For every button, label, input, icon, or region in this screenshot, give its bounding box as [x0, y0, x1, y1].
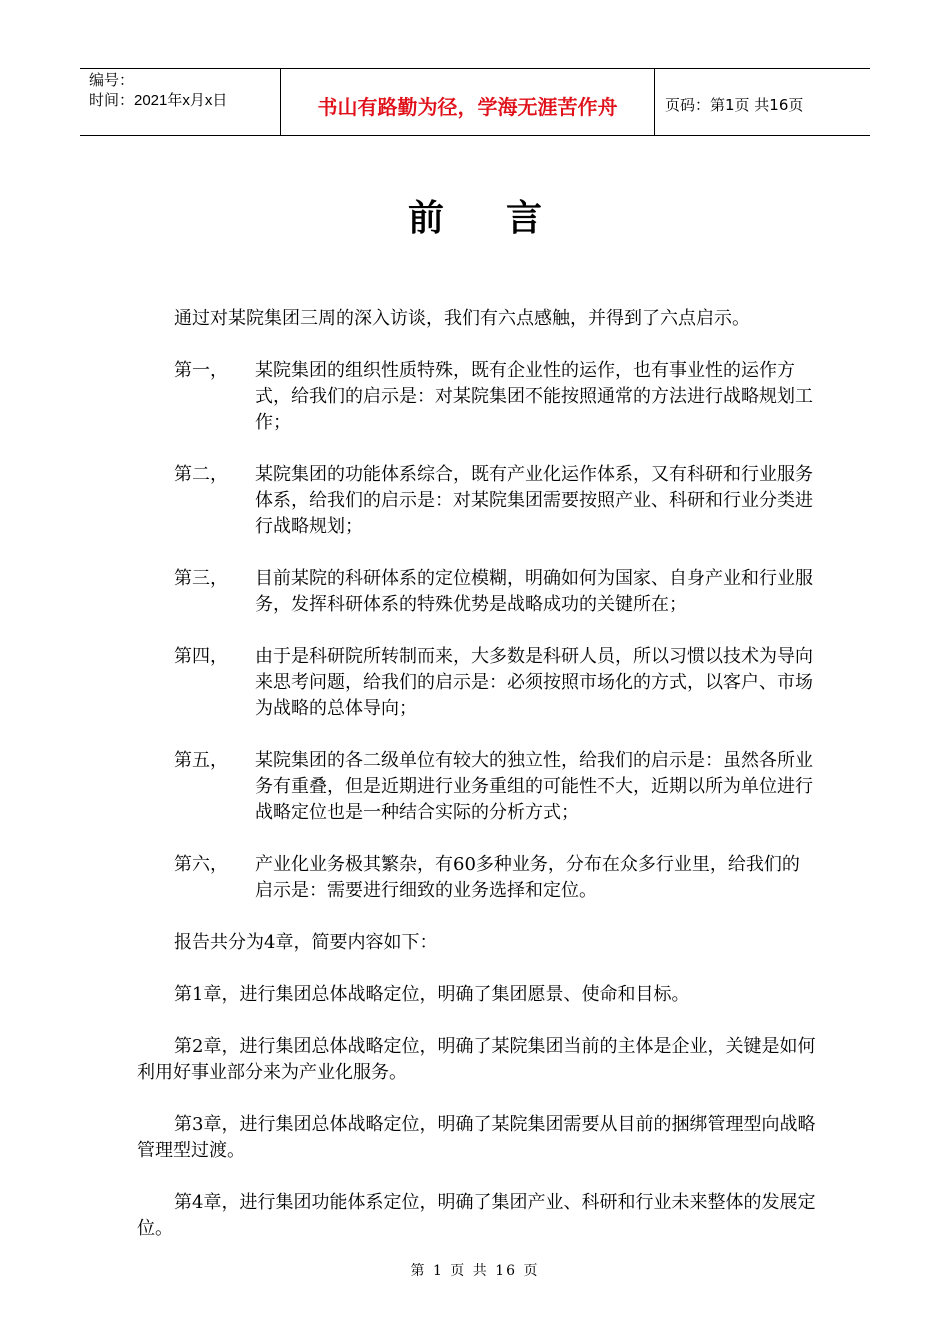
page-title: 前言	[407, 197, 604, 239]
insight-item-2	[137, 462, 817, 540]
insight-item-5	[137, 748, 817, 826]
insight-text: 产业化业务极其繁杂，有60多种业务，分布在众多行业里，给我们的启示是：需要进行细致的业务选择和定位。	[255, 854, 800, 901]
insight-item-1	[137, 358, 817, 436]
code-label: 编号：	[89, 72, 135, 89]
intro-paragraph: 通过对某院集团三周的深入访谈，我们有六点感触，并得到了六点启示。	[174, 308, 750, 329]
insight-item-3	[137, 566, 817, 618]
insight-text: 由于是科研院所转制而来，大多数是科研人员，所以习惯以技术为导向来思考问题，给我们的启示是：必须按照市场化的方式，以客户、市场为战略的总体导向；	[255, 646, 813, 719]
insight-label: 第二，	[174, 464, 228, 485]
header-page-cell	[655, 69, 870, 135]
insight-label: 第四，	[174, 646, 228, 667]
document-body	[137, 306, 817, 1242]
report-summary: 报告共分为4章，简要内容如下：	[174, 932, 438, 953]
page-info-text: 页码：第1页 共16页	[665, 95, 804, 114]
insight-text: 某院集团的功能体系综合，既有产业化运作体系，又有科研和行业服务体系，给我们的启示是：对某院集团需要按照产业、科研和行业分类进行战略规划；	[255, 464, 813, 537]
insight-label: 第五，	[174, 750, 228, 771]
insight-text: 目前某院的科研体系的定位模糊，明确如何为国家、自身产业和行业服务，发挥科研体系的特殊优势是战略成功的关键所在；	[255, 568, 813, 615]
chapter-1-summary: 第1章，进行集团总体战略定位，明确了集团愿景、使命和目标。	[174, 984, 690, 1005]
insight-item-4	[137, 644, 817, 722]
insight-text: 某院集团的各二级单位有较大的独立性，给我们的启示是：虽然各所业务有重叠，但是近期进行业务重组的可能性不大，近期以所为单位进行战略定位也是一种结合实际的分析方式；	[255, 750, 813, 823]
page-footer: 第 1 页 共 16 页	[410, 1263, 540, 1279]
insight-label: 第六，	[174, 854, 228, 875]
insight-label: 第三，	[174, 568, 228, 589]
header-motto-cell	[281, 69, 655, 135]
header-meta-cell	[80, 69, 281, 135]
motto-text: 书山有路勤为径，学海无涯苦作舟	[317, 94, 618, 119]
insight-item-6	[137, 852, 817, 904]
insight-label: 第一，	[174, 360, 228, 381]
header-table	[80, 68, 870, 136]
chapter-4-summary: 第4章，进行集团功能体系定位，明确了集团产业、科研和行业未来整体的发展定位。	[137, 1192, 816, 1239]
chapter-3-summary: 第3章，进行集团总体战略定位，明确了某院集团需要从目前的捆绑管理型向战略管理型过渡。	[137, 1114, 816, 1161]
insight-text: 某院集团的组织性质特殊，既有企业性的运作，也有事业性的运作方式，给我们的启示是：对某院集团不能按照通常的方法进行战略规划工作；	[255, 360, 813, 433]
time-label: 时间：2021年x月x日	[89, 92, 228, 109]
chapter-2-summary: 第2章，进行集团总体战略定位，明确了某院集团当前的主体是企业，关键是如何利用好事业部分来为产业化服务。	[137, 1036, 816, 1083]
